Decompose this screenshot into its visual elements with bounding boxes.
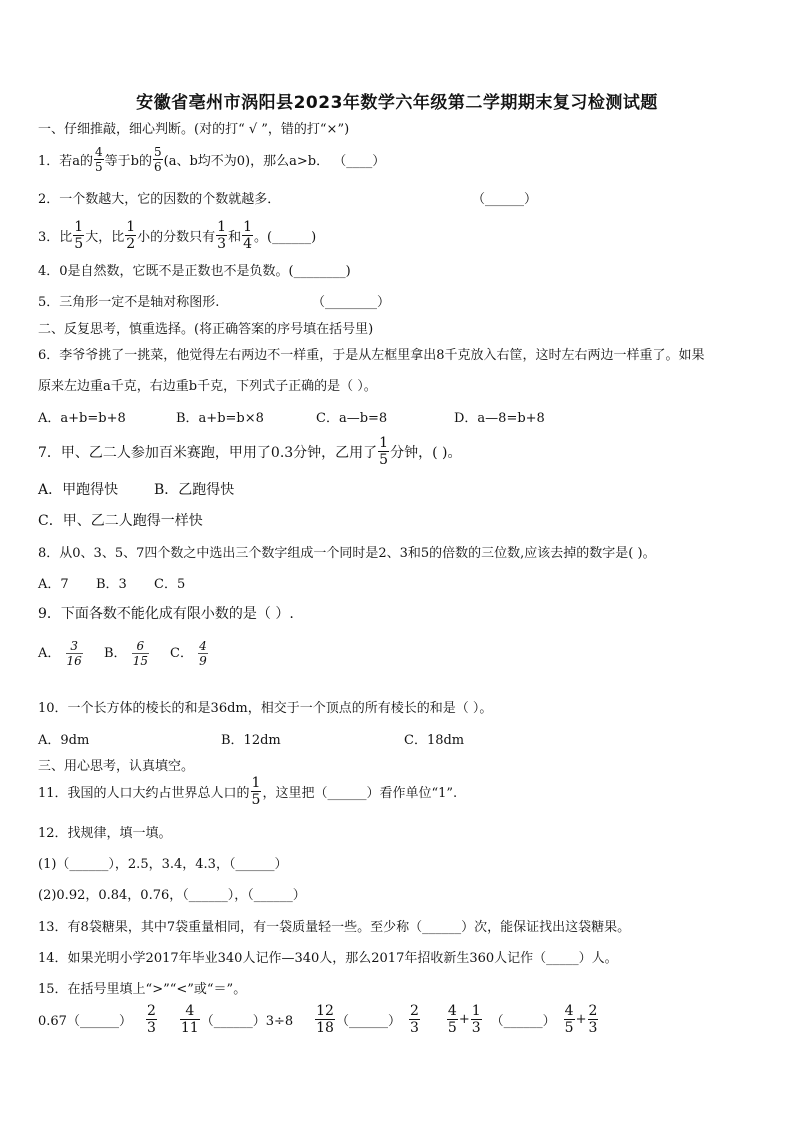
q9-option-b-fraction: $\frac{6}{15}$ [132, 639, 148, 668]
q3-fraction-2: $\frac{1}{2}$ [126, 219, 136, 252]
q3-fraction-1: $\frac{1}{5}$ [74, 219, 84, 252]
question-7 [38, 436, 461, 467]
q15-fraction-4-5: $\frac{4}{5}$ [447, 1003, 457, 1036]
q15-blank-2[interactable]: （______）3÷8 [200, 1014, 294, 1029]
q11-text-b: ，这里把（______）看作单位“1”. [262, 786, 458, 801]
q7-fraction: $\frac{1}{5}$ [379, 435, 389, 468]
question-10: 10．一个长方体的棱长的和是36dm，相交于一个顶点的所有棱长的和是（ ）。 [38, 701, 493, 716]
q15-comparisons [38, 1004, 599, 1035]
q2-answer-blank[interactable]: （______） [472, 192, 538, 207]
q1-fraction-1: $\frac{4}{5}$ [95, 145, 103, 174]
question-13: 13．有8袋糖果，其中7袋重量相同，有一袋质量轻一些。至少称（______）次，能保证找出这袋糖果。 [38, 920, 631, 935]
question-4: 4．0是自然数，它既不是正数也不是负数。(________) [38, 264, 351, 279]
q6-option-c[interactable]: C．a—b=8 [316, 411, 388, 426]
q3-text-d: 和 [228, 230, 242, 245]
q15-plus-2: + [575, 1012, 587, 1027]
q11-text-a: 11．我国的人口大约占世界总人口的 [38, 786, 250, 801]
q15-blank-4[interactable]: （______） [490, 1014, 556, 1029]
q9-option-a-label: A． [38, 646, 61, 661]
q1-text-c: (a、b均不为0)，那么a>b． （____） [163, 154, 386, 169]
q1-fraction-2: $\frac{5}{6}$ [154, 145, 162, 174]
q10-option-a[interactable]: A．9dm [38, 733, 90, 748]
q15-blank-1[interactable]: 0.67（______） [38, 1014, 132, 1029]
question-2 [38, 188, 280, 207]
q6-option-a[interactable]: A．a+b=b+8 [38, 411, 126, 426]
page-title: 安徽省亳州市涡阳县2023年数学六年级第二学期期末复习检测试题 [136, 93, 658, 113]
q7-option-a[interactable]: A．甲跑得快 [38, 482, 119, 498]
q3-text-e: 。(______) [254, 230, 317, 245]
q8-option-b[interactable]: B．3 [96, 577, 127, 592]
q12-line-2: (2)0.92，0.84，0.76，（______），（______） [38, 888, 306, 903]
q1-text-b: 等于b的 [104, 154, 152, 169]
question-15: 15．在括号里填上“>”“<”或“＝”。 [38, 982, 247, 997]
question-14: 14．如果光明小学2017年毕业340人记作—340人，那么2017年招收新生360人记作（_____）人。 [38, 951, 618, 966]
q2-text: 2．一个数越大，它的因数的个数就越多． [38, 192, 281, 207]
q9-option-c-fraction: $\frac{4}{9}$ [199, 639, 207, 668]
question-1 [38, 146, 385, 173]
q8-option-c[interactable]: C．5 [154, 577, 186, 592]
question-11 [38, 776, 457, 807]
q7-text-a: 7．甲、乙二人参加百米赛跑，甲用了0.3分钟，乙用了 [38, 444, 378, 461]
q6-option-d[interactable]: D．a—8=b+8 [454, 411, 545, 426]
q6-options [38, 407, 545, 426]
q15-fraction-2-3: $\frac{2}{3}$ [146, 1003, 156, 1036]
q15-blank-3[interactable]: （______） [335, 1014, 401, 1029]
q9-option-c[interactable] [170, 640, 209, 667]
q6-line-2: 原来左边重a千克，右边重b千克，下列式子正确的是（ ）。 [38, 379, 377, 394]
q15-fraction-12-18: $\frac{12}{18}$ [316, 1003, 334, 1036]
q7-option-c[interactable]: C．甲、乙二人跑得一样快 [38, 513, 203, 529]
q3-fraction-4: $\frac{1}{4}$ [243, 219, 253, 252]
q3-fraction-3: $\frac{1}{3}$ [217, 219, 227, 252]
question-8: 8．从0、3、5、7四个数之中选出三个数字组成一个同时是2、3和5的倍数的三位数,应该去掉的数字是( )。 [38, 546, 656, 561]
q3-text-b: 大，比 [85, 230, 125, 245]
q9-option-a[interactable] [38, 640, 104, 667]
question-12: 12．找规律，填一填。 [38, 826, 172, 841]
q15-fraction-1-3: $\frac{1}{3}$ [471, 1003, 481, 1036]
q6-line-1: 6．李爷爷挑了一挑菜，他觉得左右两边不一样重，于是从左框里拿出8千克放入右筐，这时左右两边一样重了。如果 [38, 348, 705, 363]
q9-option-a-fraction: $\frac{3}{16}$ [66, 639, 82, 668]
q3-text-c: 小的分数只有 [137, 230, 216, 245]
q10-option-b[interactable]: B．12dm [221, 733, 281, 748]
q15-fraction-4-5-b: $\frac{4}{5}$ [564, 1003, 574, 1036]
q7-option-b[interactable]: B．乙跑得快 [154, 482, 235, 498]
q9-option-b-label: B． [104, 646, 127, 661]
q6-option-b[interactable]: B．a+b=b×8 [176, 411, 264, 426]
section-3-heading: 三、用心思考，认真填空。 [38, 759, 195, 774]
q15-fraction-2-3-c: $\frac{2}{3}$ [588, 1003, 598, 1036]
question-3 [38, 220, 316, 251]
q8-options [38, 573, 185, 592]
q11-fraction: $\frac{1}{5}$ [251, 775, 261, 808]
q12-line-1: (1)（______），2.5，3.4，4.3，（______） [38, 857, 288, 872]
question-5 [38, 291, 219, 310]
q5-text: 5．三角形一定不是轴对称图形. [38, 295, 220, 310]
q7-options-ab [38, 479, 234, 499]
q1-text-a: 1．若a的 [38, 154, 94, 169]
section-2-heading: 二、反复思考，慎重选择。(将正确答案的序号填在括号里) [38, 322, 374, 337]
q9-option-c-label: C． [170, 646, 193, 661]
q9-options [38, 640, 209, 667]
q8-option-a[interactable]: A．7 [38, 577, 69, 592]
q9-option-b[interactable] [104, 640, 170, 667]
q15-plus-1: + [458, 1012, 470, 1027]
q5-answer-blank[interactable]: （________） [312, 295, 391, 310]
q15-fraction-2-3-b: $\frac{2}{3}$ [409, 1003, 419, 1036]
q10-options [38, 729, 464, 748]
q10-option-c[interactable]: C．18dm [404, 733, 465, 748]
section-1-heading: 一、仔细推敲，细心判断。(对的打“ √ ”，错的打“×”) [38, 122, 350, 137]
q15-fraction-4-11: $\frac{4}{11}$ [180, 1003, 199, 1036]
question-9: 9．下面各数不能化成有限小数的是（ ）. [38, 606, 294, 622]
q3-text-a: 3．比 [38, 230, 73, 245]
q7-text-b: 分钟，( )。 [390, 444, 462, 461]
